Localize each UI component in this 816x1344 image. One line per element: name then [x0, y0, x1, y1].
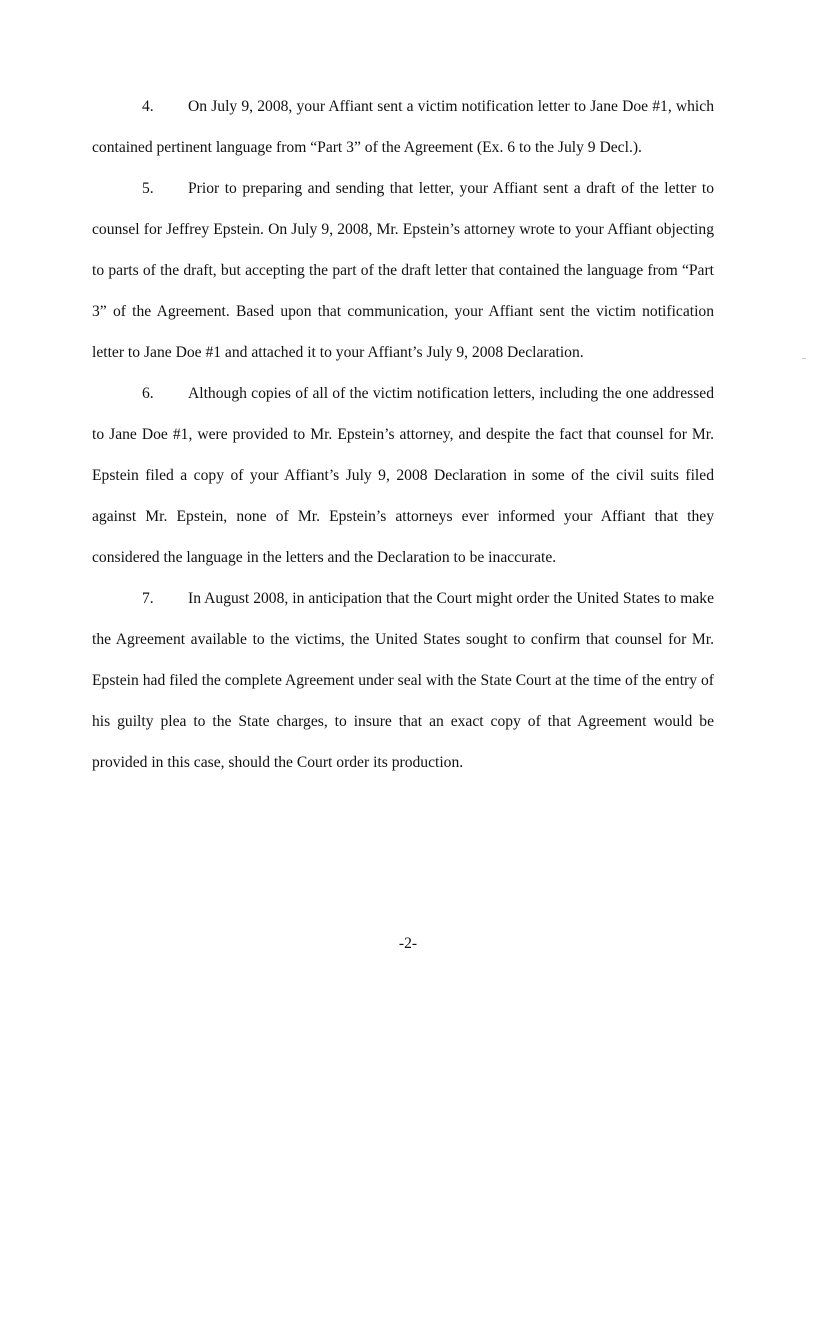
paragraph-5 [92, 168, 714, 373]
paragraph-number: 7. [142, 590, 154, 607]
paragraph-text: Although copies of all of the victim notification letters, including the one addressed to Jane Doe #1, were provided to Mr. Epstein’s attorney, and despite the fact that counsel for Mr. Epstein filed a copy of your Affiant’s July 9, 2008 Declaration in some of the civil suits filed against Mr. Epstein, none of Mr. Epstein’s attorneys ever informed your Affiant that they considered the language in the letters and the Declaration to be inaccurate. [92, 385, 714, 566]
paragraph-text: On July 9, 2008, your Affiant sent a victim notification letter to Jane Doe #1, which contained pertinent language from “Part 3” of the Agreement (Ex. 6 to the July 9 Decl.). [92, 98, 714, 156]
paragraph-6 [92, 373, 714, 578]
page-number: -2- [398, 935, 418, 952]
document-body [92, 86, 714, 783]
paragraph-text: In August 2008, in anticipation that the Court might order the United States to make the Agreement available to the victims, the United States sought to confirm that counsel for Mr. Epstein had filed the complete Agreement under seal with the State Court at the time of the entry of his guilty plea to the State charges, to insure that an exact copy of that Agreement would be provided in this case, should the Court order its production. [92, 590, 714, 771]
paragraph-text: Prior to preparing and sending that letter, your Affiant sent a draft of the letter to counsel for Jeffrey Epstein. On July 9, 2008, Mr. Epstein’s attorney wrote to your Affiant objecting to parts of the draft, but accepting the part of the draft letter that contained the language from “Part 3” of the Agreement. Based upon that communication, your Affiant sent the victim notification letter to Jane Doe #1 and attached it to your Affiant’s July 9, 2008 Declaration. [92, 180, 714, 361]
paragraph-number: 5. [142, 180, 154, 197]
paragraph-number: 6. [142, 385, 154, 402]
paragraph-7 [92, 578, 714, 783]
scan-speck [802, 358, 806, 359]
paragraph-4 [92, 86, 714, 168]
paragraph-number: 4. [142, 98, 154, 115]
